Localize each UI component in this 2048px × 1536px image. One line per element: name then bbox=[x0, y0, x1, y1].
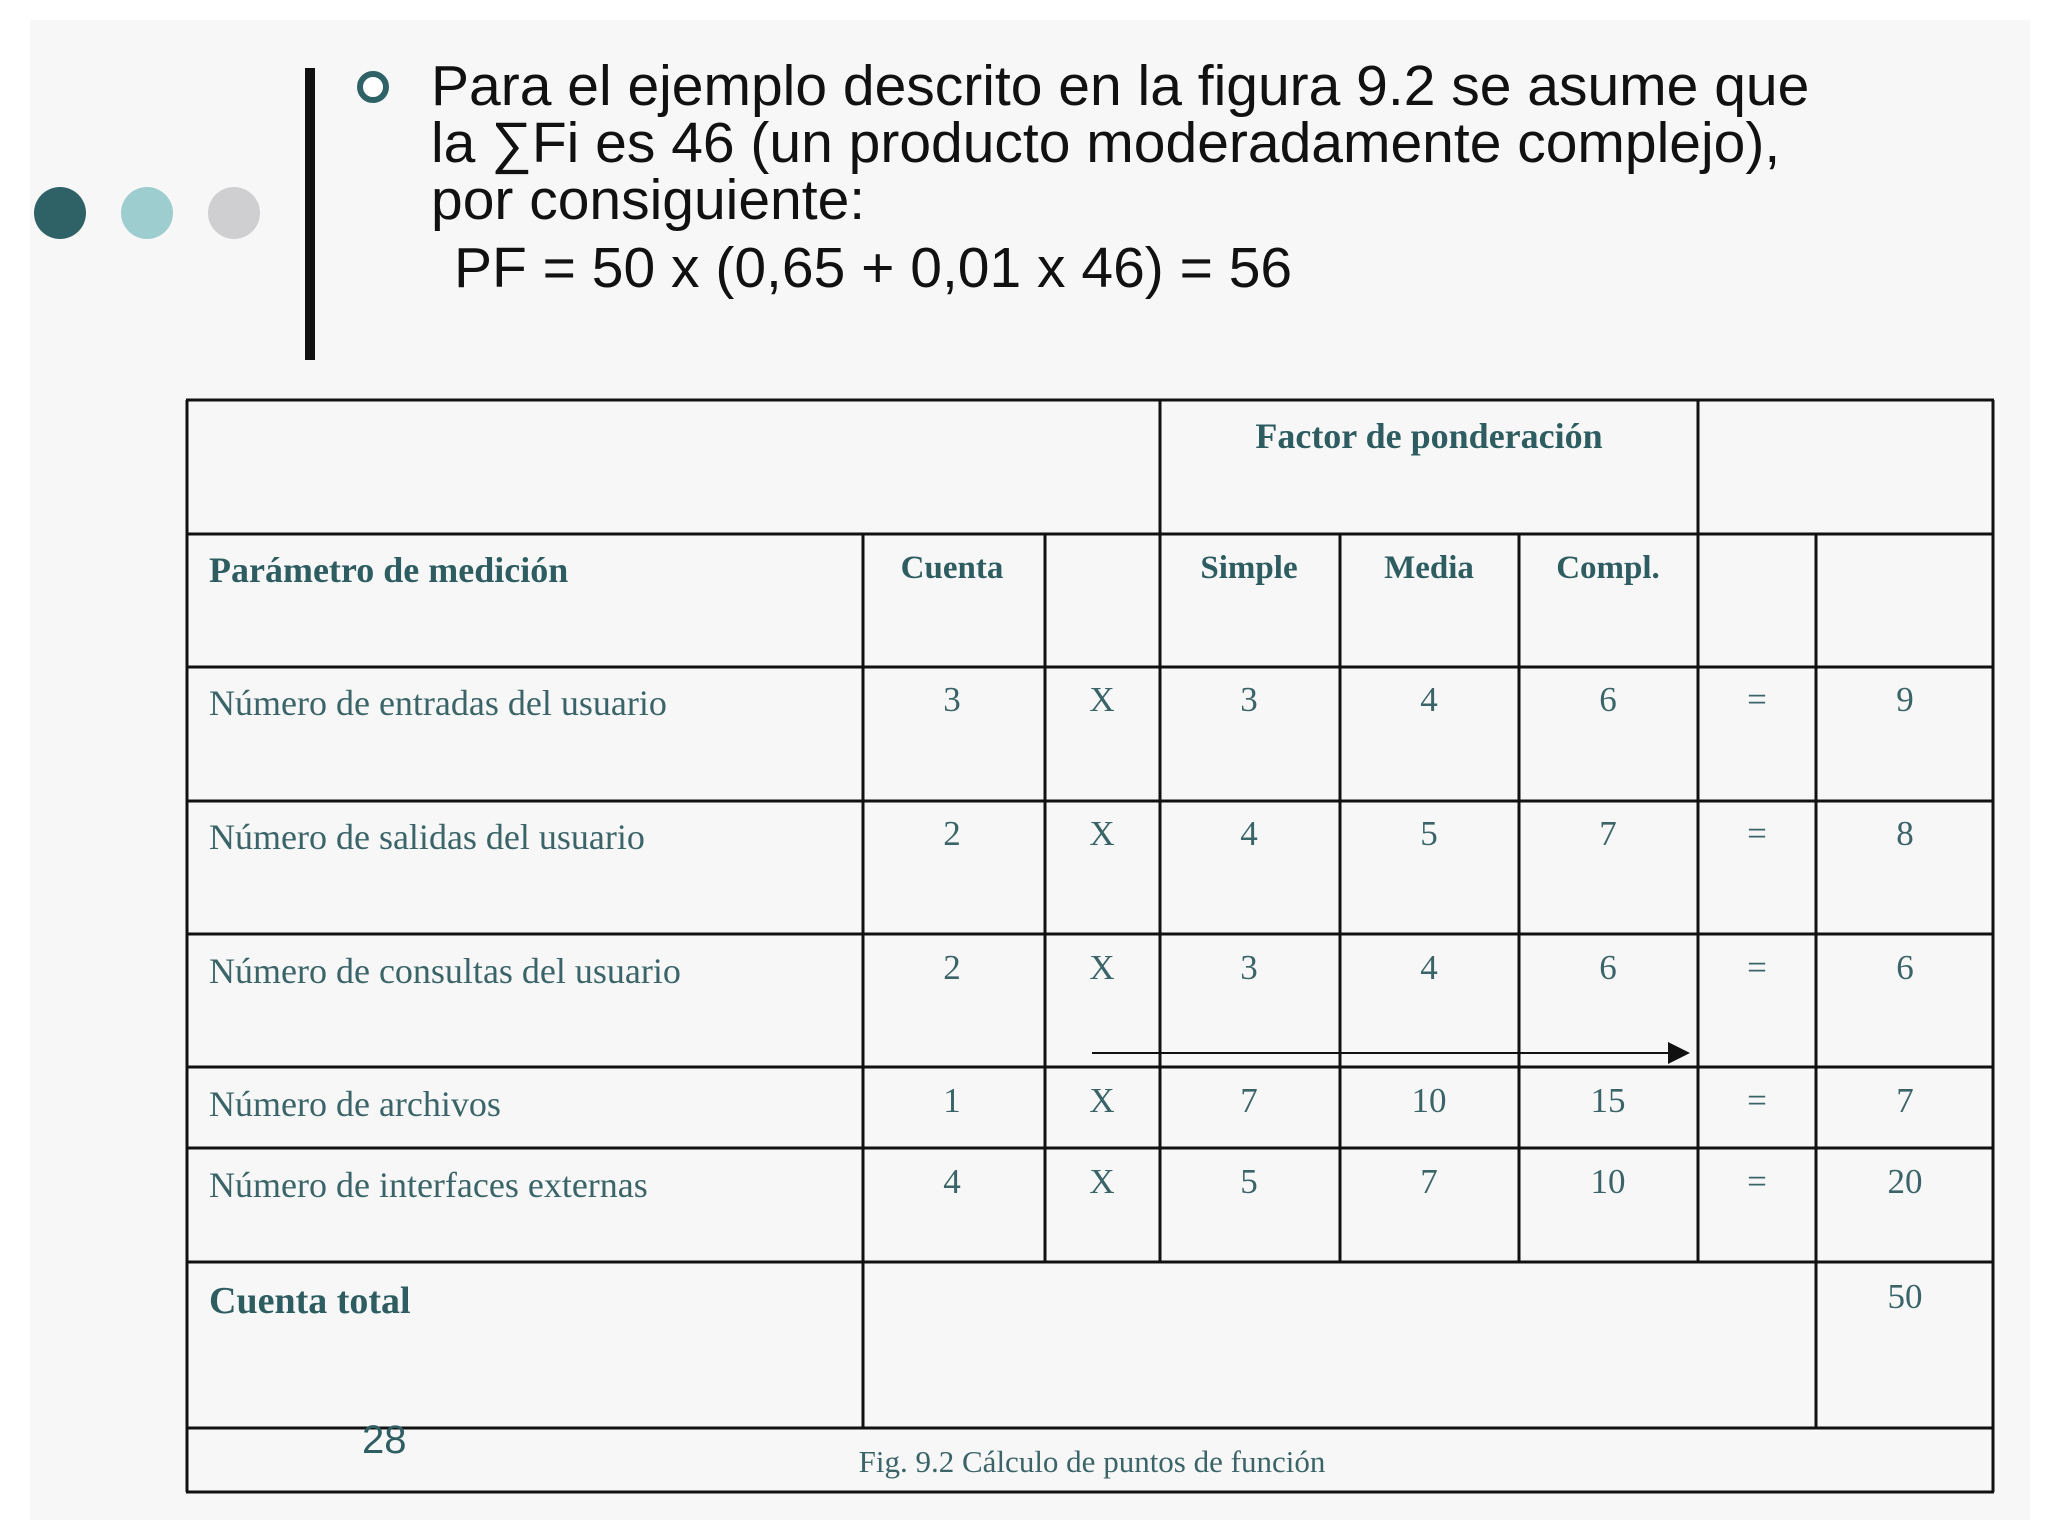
row-result: 20 bbox=[1887, 1162, 1923, 1201]
bullet-line-2: la ∑Fi es 46 (un producto moderadamente complejo), bbox=[431, 111, 1781, 175]
row-count: 1 bbox=[943, 1081, 961, 1120]
row-count: 4 bbox=[943, 1162, 961, 1201]
row-equals: = bbox=[1747, 1081, 1767, 1120]
row-simple: 3 bbox=[1240, 948, 1258, 987]
row-equals: = bbox=[1747, 1162, 1767, 1201]
figure-caption: Fig. 9.2 Cálculo de puntos de función bbox=[858, 1444, 1326, 1479]
row-count: 3 bbox=[943, 680, 961, 719]
row-simple: 3 bbox=[1240, 680, 1258, 719]
bullet-line-3: por consiguiente: bbox=[431, 168, 866, 232]
row-complex: 6 bbox=[1599, 948, 1617, 987]
row-operator: X bbox=[1089, 1162, 1115, 1201]
row-label: Número de archivos bbox=[209, 1084, 501, 1124]
row-medium: 4 bbox=[1420, 948, 1438, 987]
row-equals: = bbox=[1747, 948, 1767, 987]
bullet-line-1: Para el ejemplo descrito en la figura 9.2 se asume que bbox=[431, 54, 1810, 118]
row-count: 2 bbox=[943, 948, 961, 987]
row-medium: 7 bbox=[1420, 1162, 1438, 1201]
row-complex: 10 bbox=[1590, 1162, 1626, 1201]
row-result: 8 bbox=[1896, 814, 1914, 853]
row-simple: 7 bbox=[1240, 1081, 1258, 1120]
row-complex: 6 bbox=[1599, 680, 1617, 719]
arrow-head-icon bbox=[1668, 1042, 1690, 1064]
total-label: Cuenta total bbox=[209, 1280, 411, 1322]
row-label: Número de salidas del usuario bbox=[209, 817, 645, 857]
row-operator: X bbox=[1089, 814, 1115, 853]
row-complex: 7 bbox=[1599, 814, 1617, 853]
row-operator: X bbox=[1089, 948, 1115, 987]
row-result: 7 bbox=[1896, 1081, 1914, 1120]
row-count: 2 bbox=[943, 814, 961, 853]
row-label: Número de consultas del usuario bbox=[209, 951, 681, 991]
col-header-parameter: Parámetro de medición bbox=[209, 550, 569, 590]
row-result: 9 bbox=[1896, 680, 1914, 719]
row-simple: 4 bbox=[1240, 814, 1258, 853]
total-value: 50 bbox=[1887, 1277, 1923, 1316]
col-header-count: Cuenta bbox=[900, 550, 1004, 586]
row-label: Número de entradas del usuario bbox=[209, 683, 667, 723]
row-result: 6 bbox=[1896, 948, 1914, 987]
row-simple: 5 bbox=[1240, 1162, 1258, 1201]
row-medium: 5 bbox=[1420, 814, 1438, 853]
row-medium: 4 bbox=[1420, 680, 1438, 719]
row-complex: 15 bbox=[1590, 1081, 1626, 1120]
row-equals: = bbox=[1747, 814, 1767, 853]
row-operator: X bbox=[1089, 680, 1115, 719]
row-label: Número de interfaces externas bbox=[209, 1165, 648, 1205]
row-medium: 10 bbox=[1411, 1081, 1447, 1120]
factor-header: Factor de ponderación bbox=[1255, 416, 1603, 456]
col-header-medium: Media bbox=[1384, 550, 1474, 586]
col-header-complex: Compl. bbox=[1556, 550, 1660, 586]
page-number: 28 bbox=[362, 1418, 407, 1462]
formula: PF = 50 x (0,65 + 0,01 x 46) = 56 bbox=[454, 236, 1293, 300]
row-operator: X bbox=[1089, 1081, 1115, 1120]
col-header-simple: Simple bbox=[1200, 550, 1298, 586]
row-equals: = bbox=[1747, 680, 1767, 719]
